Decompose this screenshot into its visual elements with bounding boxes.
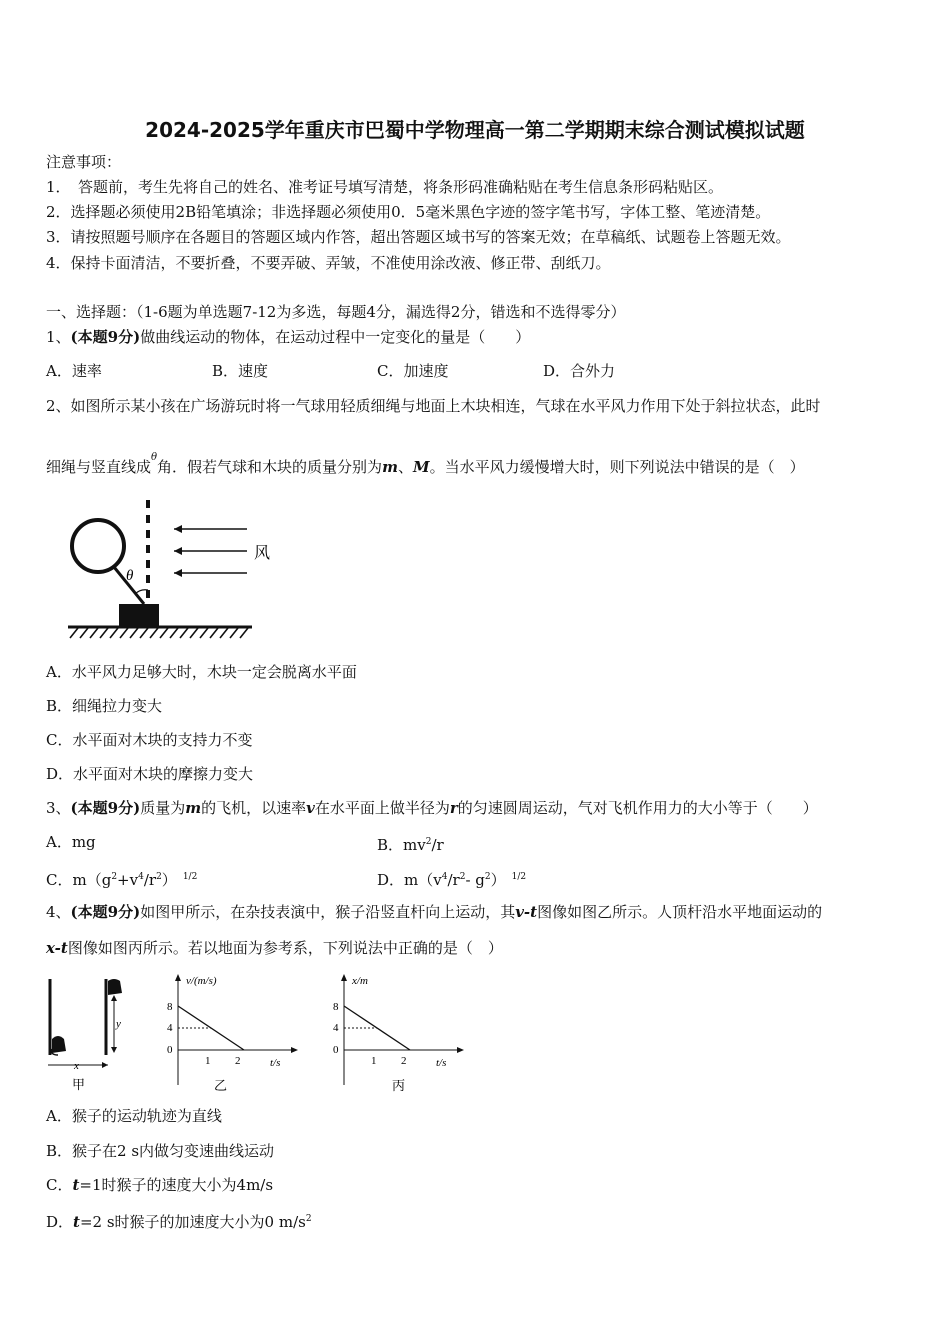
q3-var-m: m bbox=[185, 799, 202, 817]
xt-x-arrow bbox=[457, 1047, 464, 1053]
ground-hatching bbox=[70, 628, 248, 638]
q4-d-var-t: t bbox=[73, 1213, 80, 1231]
notice-item-4: 4．保持卡面清洁，不要折叠，不要弄破、弄皱，不准使用涂改液、修正带、刮纸刀。 bbox=[46, 254, 611, 272]
q3-b-tail: /r bbox=[431, 836, 444, 854]
monkey-pole-figure bbox=[44, 975, 134, 1095]
q3-d-sup-2: 2 bbox=[459, 872, 466, 882]
wind-arrowhead-3 bbox=[174, 569, 182, 577]
q3-tag: (本题9分) bbox=[70, 799, 141, 817]
q4-xt: x-t bbox=[46, 939, 68, 957]
q3-d-sup-3: 2 bbox=[484, 872, 491, 882]
q4-c-prefix: C． bbox=[46, 1176, 73, 1194]
q4-number: 4、 bbox=[46, 903, 71, 921]
x-arrow-head bbox=[102, 1062, 108, 1068]
q3-d-sup-4: 1/2 bbox=[511, 872, 527, 882]
q1-option-c[interactable]: C．加速度 bbox=[377, 362, 449, 380]
q3-c-sup-2: 4 bbox=[138, 872, 144, 882]
q3-c-part-1: C．m（g bbox=[46, 871, 112, 889]
fig-wind-label: 风 bbox=[254, 545, 271, 562]
q2-mass-M: M bbox=[412, 458, 430, 476]
q2-theta-symbol: θ bbox=[151, 452, 158, 463]
q3-d-part-2: /r bbox=[447, 871, 460, 889]
q3-d-sup-1: 4 bbox=[441, 872, 448, 882]
vt-tick-8: 8 bbox=[167, 1001, 173, 1013]
q4-d-prefix: D． bbox=[46, 1213, 74, 1231]
q2-option-c[interactable]: C．水平面对木块的支持力不变 bbox=[46, 731, 253, 749]
question-3-stem bbox=[46, 798, 818, 818]
vt-tick-0: 0 bbox=[167, 1044, 173, 1056]
q3-option-c[interactable] bbox=[46, 867, 197, 890]
q3-d-part-3: - g bbox=[465, 871, 485, 889]
q3-text-2: 的飞机，以速率 bbox=[201, 799, 307, 817]
monkey-right-icon bbox=[108, 979, 122, 995]
notice-heading: 注意事项： bbox=[46, 153, 122, 171]
q3-number: 3、 bbox=[46, 799, 71, 817]
q3-var-r: r bbox=[449, 799, 458, 817]
q2-mass-m: m bbox=[382, 458, 398, 476]
vt-t-label: t/s bbox=[270, 1057, 281, 1069]
q3-c-sup-4: 1/2 bbox=[182, 872, 198, 882]
vt-tick-t2: 2 bbox=[235, 1055, 241, 1067]
monkey-left-icon bbox=[52, 1036, 66, 1053]
q4-d-sup: 2 bbox=[305, 1214, 312, 1224]
q3-b-main: B．mv bbox=[377, 836, 426, 854]
q4-option-c[interactable] bbox=[46, 1175, 273, 1195]
x-label: x bbox=[74, 1060, 79, 1072]
q4-c-text: =1时猴子的速度大小为4m/s bbox=[79, 1176, 274, 1194]
question-4-stem-line-1 bbox=[46, 902, 822, 922]
q2-text-b: 角．假若气球和木块的质量分别为 bbox=[157, 458, 383, 476]
xt-tick-t1: 1 bbox=[371, 1055, 377, 1067]
vt-graph-figure bbox=[162, 968, 302, 1098]
q3-option-b[interactable] bbox=[377, 832, 444, 855]
q3-d-part-1: D．m（v bbox=[377, 871, 442, 889]
vt-y-label: v/(m/s) bbox=[186, 975, 217, 987]
wind-arrowhead-2 bbox=[174, 547, 182, 555]
q4-option-b[interactable]: B．猴子在2 s内做匀变速曲线运动 bbox=[46, 1142, 275, 1160]
xt-y-label: x/m bbox=[352, 975, 368, 987]
q3-text-4: 的匀速圆周运动，气对飞机作用力的大小等于（ ） bbox=[457, 799, 818, 817]
label-jia: 甲 bbox=[72, 1077, 86, 1092]
label-bing: 丙 bbox=[392, 1078, 406, 1093]
q4-d-text: =2 s时猴子的加速度大小为0 m/s bbox=[79, 1213, 306, 1231]
q1-option-d[interactable]: D．合外力 bbox=[543, 362, 616, 380]
q3-c-sup-3: 2 bbox=[156, 872, 162, 882]
vt-y-arrow bbox=[175, 974, 181, 981]
q3-var-v: v bbox=[306, 799, 315, 817]
q1-text: 做曲线运动的物体，在运动过程中一定变化的量是（ ） bbox=[140, 328, 531, 346]
wind-arrowhead-1 bbox=[174, 525, 182, 533]
q1-number: 1、 bbox=[46, 328, 71, 346]
question-1-stem bbox=[46, 327, 530, 347]
vt-x-arrow bbox=[291, 1047, 298, 1053]
page-title: 2024-2025学年重庆市巴蜀中学物理高一第二学期期末综合测试模拟试题 bbox=[145, 118, 805, 142]
xt-y-arrow bbox=[341, 974, 347, 981]
q1-tag: (本题9分) bbox=[70, 328, 141, 346]
xt-t-label: t/s bbox=[436, 1057, 447, 1069]
q2-text-a: 细绳与竖直线成 bbox=[46, 458, 152, 476]
q4-tag: (本题9分) bbox=[70, 903, 141, 921]
q2-stem-line-2 bbox=[46, 452, 805, 480]
xt-graph-figure bbox=[328, 968, 468, 1098]
xt-tick-0: 0 bbox=[333, 1044, 339, 1056]
q2-option-b[interactable]: B．细绳拉力变大 bbox=[46, 697, 163, 715]
q3-c-part-4: ） bbox=[161, 871, 177, 889]
notice-item-3: 3．请按照题号顺序在各题目的答题区域内作答，超出答题区域书写的答案无效；在草稿纸、试题卷上答题无效。 bbox=[46, 228, 791, 246]
vt-tick-t1: 1 bbox=[205, 1055, 211, 1067]
balloon-figure bbox=[62, 494, 292, 644]
y-arrow-top bbox=[111, 995, 117, 1001]
q3-d-part-4: ） bbox=[490, 871, 506, 889]
fig-theta-label: θ bbox=[126, 568, 134, 584]
q2-sep: 、 bbox=[397, 458, 413, 476]
vt-tick-4: 4 bbox=[167, 1022, 173, 1034]
notice-item-2: 2．选择题必须使用2B铅笔填涂；非选择题必须使用0．5毫米黑色字迹的签字笔书写，字体工整、笔迹清楚。 bbox=[46, 203, 771, 221]
q1-option-a[interactable]: A．速率 bbox=[46, 362, 102, 380]
q3-text-1: 质量为 bbox=[140, 799, 186, 817]
q3-c-sup-1: 2 bbox=[111, 872, 118, 882]
q2-option-d[interactable]: D．水平面对木块的摩擦力变大 bbox=[46, 765, 254, 783]
xt-tick-t2: 2 bbox=[401, 1055, 407, 1067]
q1-option-b[interactable]: B．速度 bbox=[212, 362, 269, 380]
q4-text-2: 图像如图乙所示。人顶杆沿水平地面运动的 bbox=[537, 903, 823, 921]
balloon-shape bbox=[72, 520, 124, 572]
q2-text-c: 。当水平风力缓慢增大时，则下列说法中错误的是（ ） bbox=[429, 458, 805, 476]
q4-option-a[interactable]: A．猴子的运动轨迹为直线 bbox=[46, 1107, 222, 1125]
wood-block bbox=[119, 604, 159, 626]
question-4-stem-line-2 bbox=[46, 938, 503, 958]
q4-text-3: 图像如图丙所示。若以地面为参考系，下列说法中正确的是（ ） bbox=[67, 939, 503, 957]
q4-option-d[interactable] bbox=[46, 1209, 312, 1232]
q3-c-part-2: +v bbox=[117, 871, 139, 889]
xt-tick-8: 8 bbox=[333, 1001, 339, 1013]
q3-c-part-3: /r bbox=[143, 871, 157, 889]
xt-tick-4: 4 bbox=[333, 1022, 339, 1034]
notice-item-1: 1． 答题前，考生先将自己的姓名、准考证号填写清楚，将条形码准确粘贴在考生信息条形码粘贴区。 bbox=[46, 178, 724, 196]
q3-text-3: 在水平面上做半径为 bbox=[314, 799, 450, 817]
q4-vt: v-t bbox=[515, 903, 538, 921]
q3-b-sup: 2 bbox=[425, 837, 432, 847]
y-arrow-bottom bbox=[111, 1047, 117, 1053]
label-yi: 乙 bbox=[214, 1078, 228, 1093]
y-label: y bbox=[116, 1018, 121, 1030]
q3-option-d[interactable] bbox=[377, 867, 526, 890]
q3-option-a[interactable]: A．mg bbox=[46, 833, 96, 851]
q4-text-1: 如图甲所示，在杂技表演中，猴子沿竖直杆向上运动，其 bbox=[140, 903, 516, 921]
q2-stem-line-1: 2、如图所示某小孩在广场游玩时将一气球用轻质细绳与地面上木块相连，气球在水平风力作用下处于斜拉状态，此时 bbox=[46, 397, 821, 415]
q4-c-var-t: t bbox=[72, 1176, 80, 1194]
section-heading: 一、选择题：（1-6题为单选题7-12为多选，每题4分，漏选得2分，错选和不选得零分） bbox=[46, 303, 626, 321]
q2-option-a[interactable]: A．水平风力足够大时，木块一定会脱离水平面 bbox=[46, 663, 357, 681]
